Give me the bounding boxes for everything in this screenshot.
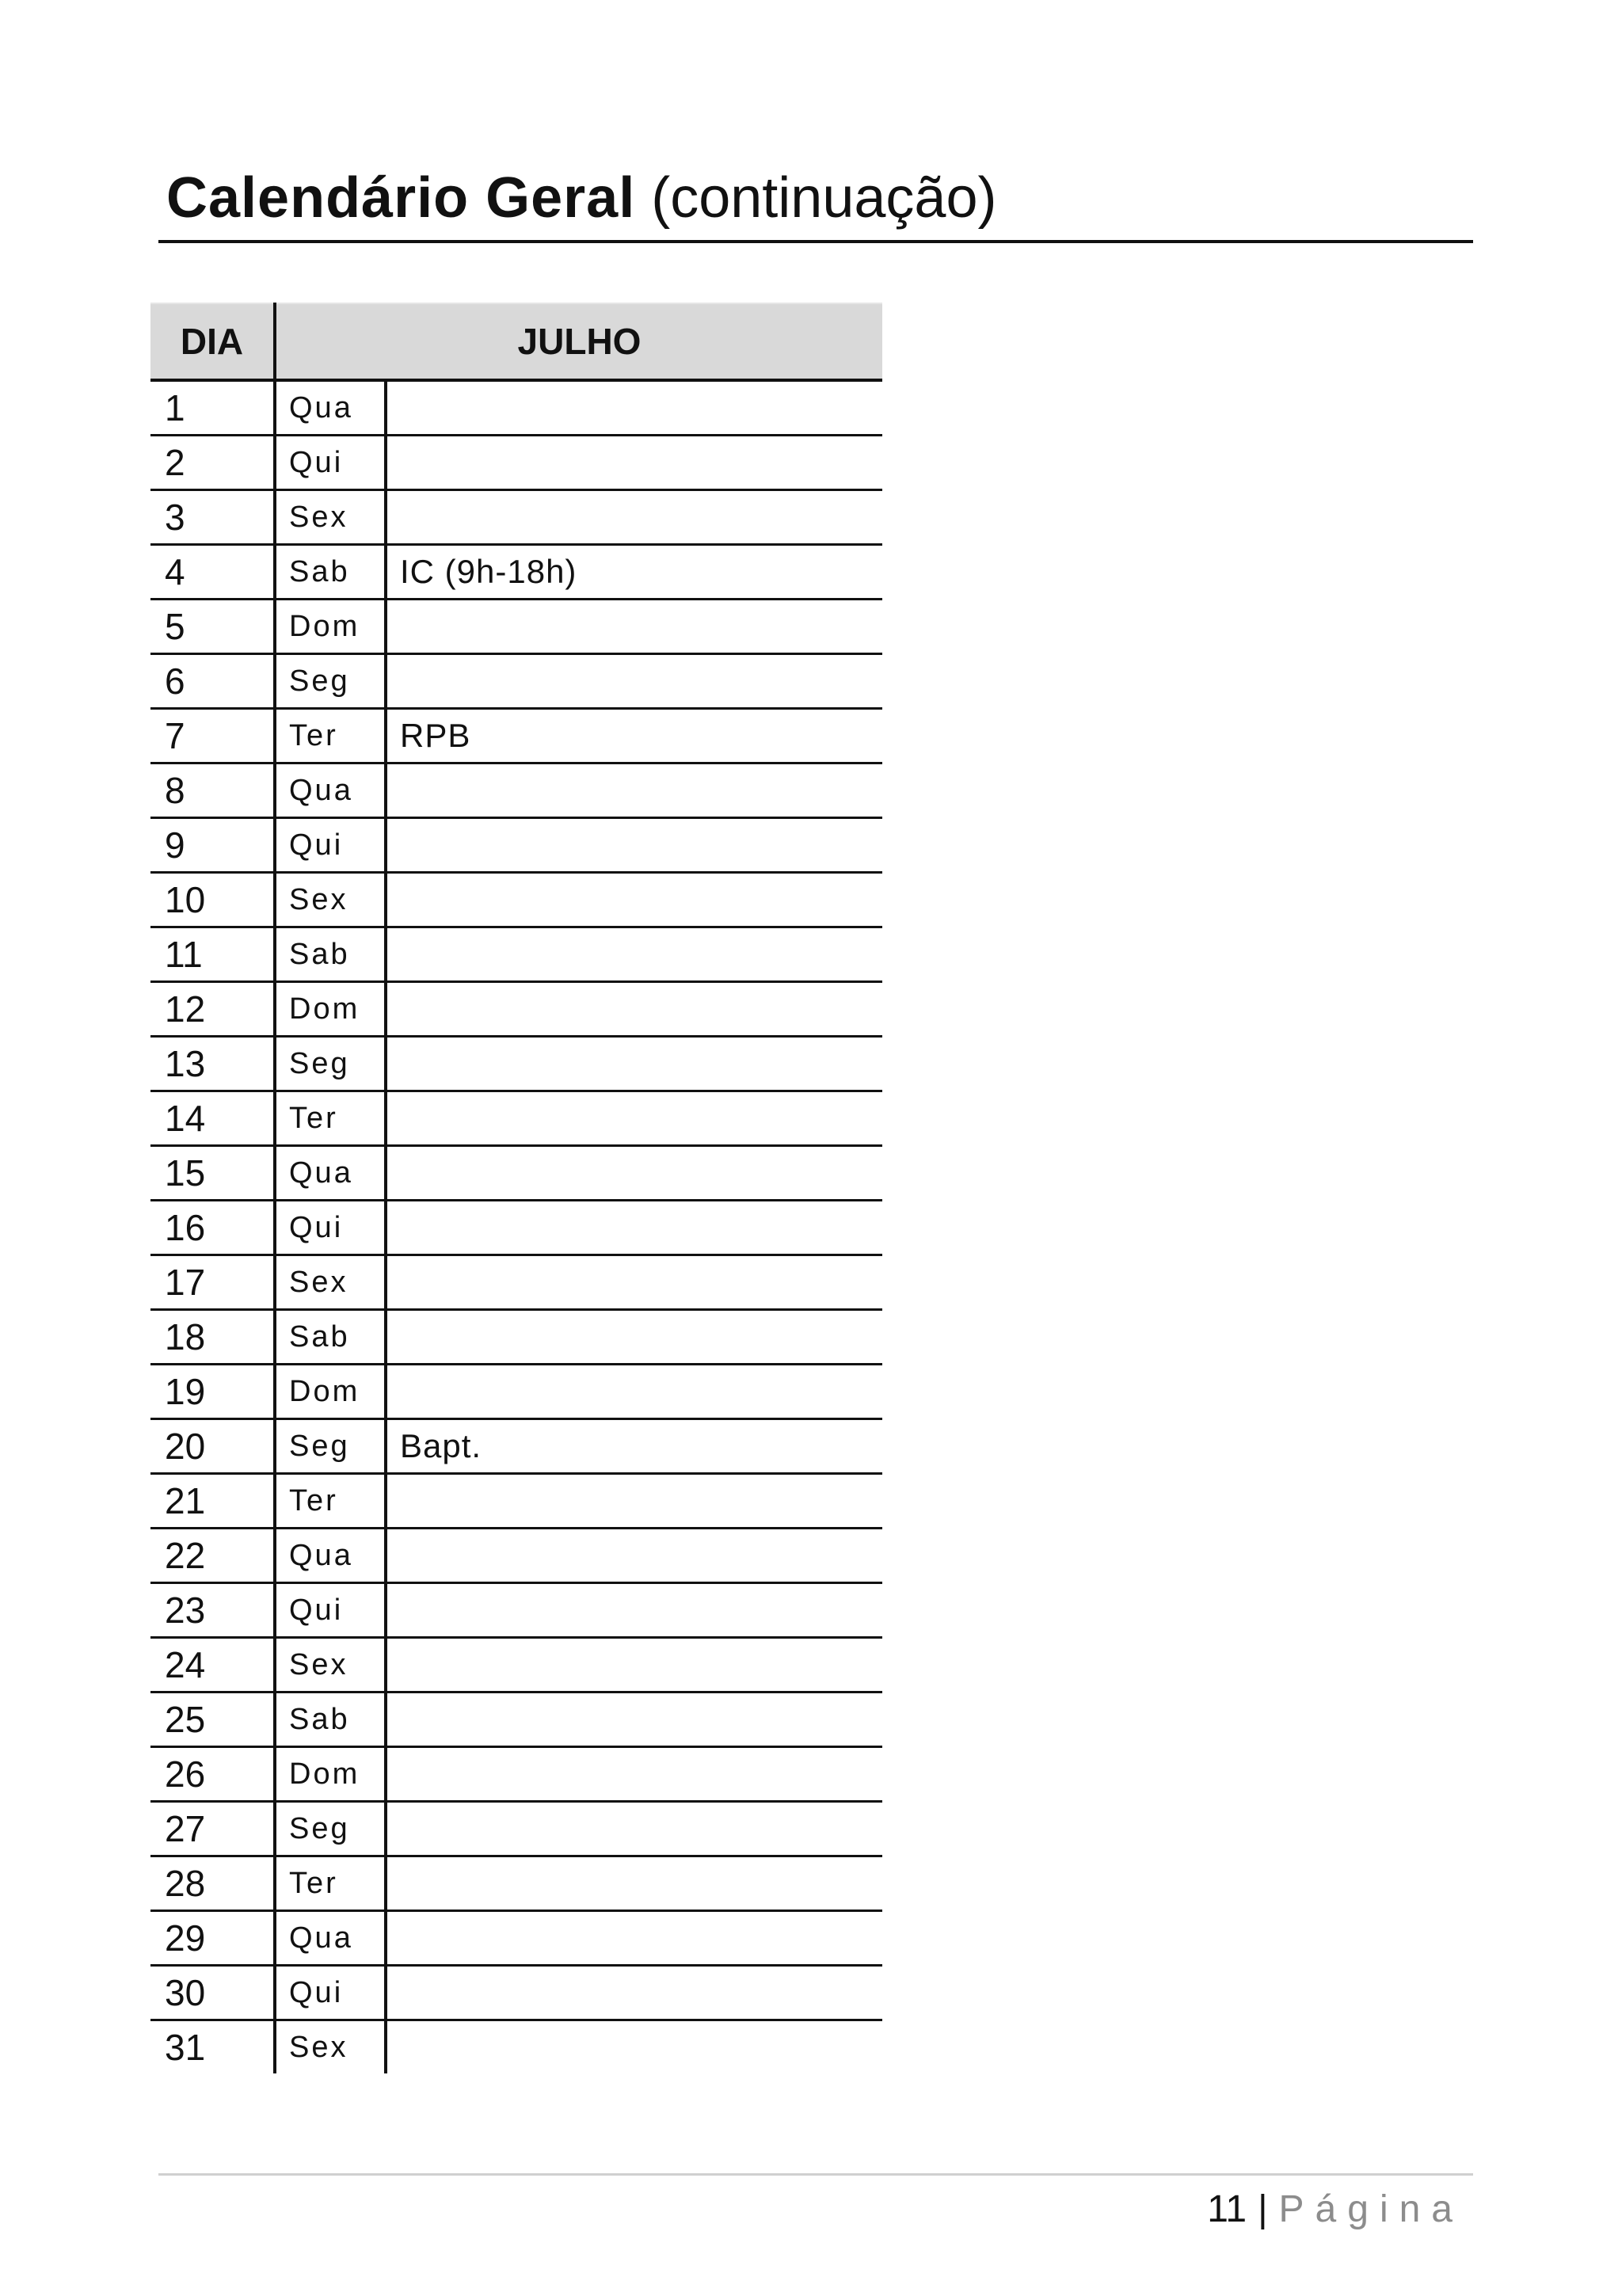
day-cell: 25 (150, 1692, 275, 1747)
day-cell: 31 (150, 2020, 275, 2074)
event-cell (386, 927, 882, 982)
table-row (150, 1692, 882, 1747)
event-cell (386, 1911, 882, 1966)
table-row (150, 927, 882, 982)
day-cell: 2 (150, 436, 275, 490)
event-cell (386, 600, 882, 654)
table-row (150, 654, 882, 709)
table-row (150, 1255, 882, 1310)
event-cell (386, 1146, 882, 1201)
event-cell (386, 1365, 882, 1419)
weekday-cell: Sab (275, 927, 386, 982)
page-title (166, 162, 997, 234)
weekday-cell: Dom (275, 1365, 386, 1419)
weekday-cell: Ter (275, 709, 386, 763)
page-footer (1207, 2182, 1464, 2237)
event-cell (386, 1201, 882, 1255)
table-row (150, 490, 882, 545)
event-cell (386, 873, 882, 927)
day-cell: 22 (150, 1529, 275, 1583)
title-main: Calendário Geral (166, 166, 636, 230)
day-cell: 24 (150, 1638, 275, 1692)
column-header-month: JULHO (275, 303, 882, 380)
page-number: 11 (1207, 2188, 1247, 2230)
table-row (150, 818, 882, 873)
day-cell: 23 (150, 1583, 275, 1638)
table-row (150, 1365, 882, 1419)
day-cell: 5 (150, 600, 275, 654)
table-header-row (150, 303, 882, 380)
table-row (150, 1638, 882, 1692)
weekday-cell: Seg (275, 654, 386, 709)
day-cell: 15 (150, 1146, 275, 1201)
day-cell: 10 (150, 873, 275, 927)
event-cell: RPB (386, 709, 882, 763)
event-cell (386, 763, 882, 818)
event-cell (386, 1638, 882, 1692)
event-cell (386, 1856, 882, 1911)
day-cell: 17 (150, 1255, 275, 1310)
day-cell: 11 (150, 927, 275, 982)
table-row (150, 1802, 882, 1856)
table-row (150, 1966, 882, 2020)
event-cell (386, 1255, 882, 1310)
day-cell: 21 (150, 1474, 275, 1529)
weekday-cell: Seg (275, 1419, 386, 1474)
table-row (150, 1037, 882, 1091)
table-row (150, 1583, 882, 1638)
table-row (150, 1310, 882, 1365)
weekday-cell: Sab (275, 545, 386, 600)
calendar-body (150, 380, 882, 2073)
weekday-cell: Seg (275, 1037, 386, 1091)
weekday-cell: Qua (275, 380, 386, 436)
event-cell (386, 380, 882, 436)
event-cell (386, 1747, 882, 1802)
weekday-cell: Dom (275, 1747, 386, 1802)
day-cell: 4 (150, 545, 275, 600)
table-row (150, 1146, 882, 1201)
weekday-cell: Qui (275, 1966, 386, 2020)
title-underline (158, 240, 1473, 243)
weekday-cell: Qua (275, 763, 386, 818)
event-cell (386, 1529, 882, 1583)
page-label: Página (1278, 2188, 1464, 2230)
day-cell: 27 (150, 1802, 275, 1856)
day-cell: 1 (150, 380, 275, 436)
event-cell (386, 1802, 882, 1856)
day-cell: 12 (150, 982, 275, 1037)
event-cell (386, 1583, 882, 1638)
day-cell: 28 (150, 1856, 275, 1911)
weekday-cell: Ter (275, 1091, 386, 1146)
footer-separator: | (1258, 2188, 1268, 2230)
day-cell: 9 (150, 818, 275, 873)
event-cell (386, 654, 882, 709)
weekday-cell: Sex (275, 873, 386, 927)
table-row (150, 873, 882, 927)
weekday-cell: Sex (275, 2020, 386, 2074)
day-cell: 29 (150, 1911, 275, 1966)
event-cell (386, 2020, 882, 2074)
event-cell (386, 1474, 882, 1529)
event-cell (386, 436, 882, 490)
table-row (150, 709, 882, 763)
weekday-cell: Ter (275, 1856, 386, 1911)
day-cell: 14 (150, 1091, 275, 1146)
weekday-cell: Sex (275, 1638, 386, 1692)
table-row (150, 1911, 882, 1966)
event-cell (386, 1310, 882, 1365)
day-cell: 6 (150, 654, 275, 709)
weekday-cell: Dom (275, 600, 386, 654)
table-row (150, 2020, 882, 2074)
table-row (150, 1091, 882, 1146)
event-cell (386, 490, 882, 545)
table-row (150, 1529, 882, 1583)
table-row (150, 1856, 882, 1911)
title-suffix: (continuação) (651, 166, 997, 230)
event-cell: Bapt. (386, 1419, 882, 1474)
table-row (150, 763, 882, 818)
day-cell: 8 (150, 763, 275, 818)
weekday-cell: Dom (275, 982, 386, 1037)
day-cell: 16 (150, 1201, 275, 1255)
event-cell (386, 1037, 882, 1091)
day-cell: 18 (150, 1310, 275, 1365)
footer-divider (158, 2173, 1473, 2176)
day-cell: 30 (150, 1966, 275, 2020)
event-cell: IC (9h-18h) (386, 545, 882, 600)
table-row (150, 600, 882, 654)
weekday-cell: Qua (275, 1146, 386, 1201)
table-row (150, 1747, 882, 1802)
event-cell (386, 1692, 882, 1747)
weekday-cell: Qui (275, 818, 386, 873)
day-cell: 13 (150, 1037, 275, 1091)
day-cell: 26 (150, 1747, 275, 1802)
weekday-cell: Sab (275, 1310, 386, 1365)
weekday-cell: Qui (275, 1583, 386, 1638)
table-row (150, 436, 882, 490)
event-cell (386, 982, 882, 1037)
calendar-table (150, 303, 882, 2073)
weekday-cell: Qui (275, 1201, 386, 1255)
table-row (150, 1201, 882, 1255)
weekday-cell: Sex (275, 1255, 386, 1310)
weekday-cell: Ter (275, 1474, 386, 1529)
table-row (150, 380, 882, 436)
event-cell (386, 818, 882, 873)
table-row (150, 1419, 882, 1474)
day-cell: 7 (150, 709, 275, 763)
weekday-cell: Qua (275, 1529, 386, 1583)
column-header-day: DIA (150, 303, 275, 380)
table-row (150, 982, 882, 1037)
day-cell: 3 (150, 490, 275, 545)
event-cell (386, 1091, 882, 1146)
day-cell: 20 (150, 1419, 275, 1474)
event-cell (386, 1966, 882, 2020)
weekday-cell: Qua (275, 1911, 386, 1966)
weekday-cell: Sex (275, 490, 386, 545)
table-row (150, 1474, 882, 1529)
day-cell: 19 (150, 1365, 275, 1419)
table-row (150, 545, 882, 600)
weekday-cell: Qui (275, 436, 386, 490)
weekday-cell: Seg (275, 1802, 386, 1856)
weekday-cell: Sab (275, 1692, 386, 1747)
